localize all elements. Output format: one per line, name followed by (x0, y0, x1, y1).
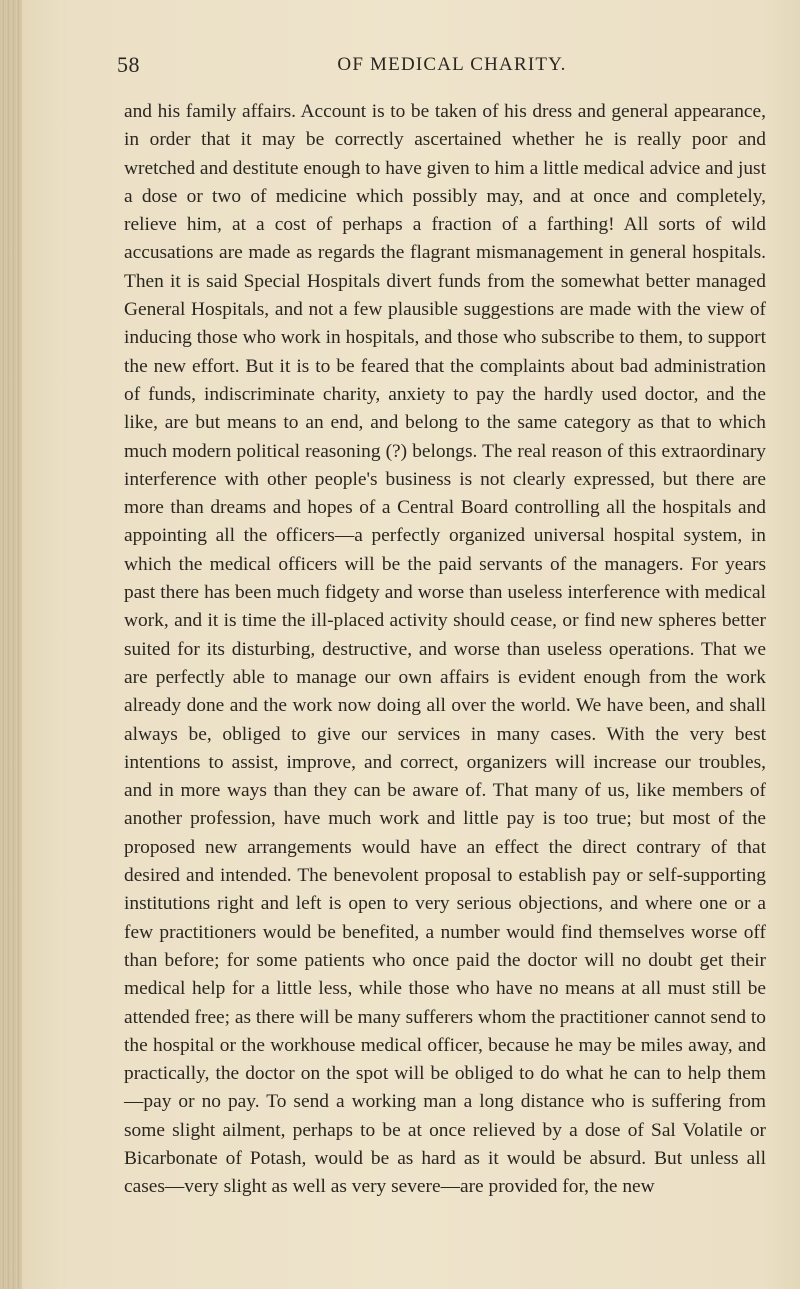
page-binding-edge (0, 0, 22, 1289)
page-number: 58 (117, 52, 140, 77)
body-paragraph: and his family affairs. Account is to be taken of his dress and general appearance, in order that it may be correctly ascertained whether he is really poor and wretched and destitute enough to have given to him a little medical advice and just a dose or two of medicine which possibly may, and at once and completely, relieve him, at a cost of perhaps a fraction of a farthing! All sorts of wild accusations are made as regards the flagrant mismanagement in general hospitals. Then it is said Special Hospitals divert funds from the somewhat better managed General Hospitals, and not a few plausible suggestions are made with the view of inducing those who work in hospitals, and those who subscribe to them, to support the new effort. But it is to be feared that the complaints about bad administration of funds, indiscriminate charity, anxiety to pay the hardly used doctor, and the like, are but means to an end, and belong to the same category as that to which much modern political reasoning (?) belongs. The real reason of this extraordinary interference with other people's business is not clearly expressed, but there are more than dreams and hopes of a Central Board controlling all the hospitals and appointing all the officers—a perfectly organized universal hospital system, in which the medical officers will be the paid servants of the managers. For years past there has been much fidgety and worse than useless interference with medical work, and it is time the ill-placed activity should cease, or find new spheres better suited for its disturbing, destructive, and worse than useless operations. That we are perfectly able to manage our own affairs is evident enough from the work already done and the work now doing all over the world. We have been, and shall always be, obliged to give our services in many cases. With the very best intentions to assist, improve, and correct, organizers will increase our troubles, and in more ways than they can be aware of. That many of us, like members of another profession, have much work and little pay is too true; but most of the proposed new arrangements would have an effect the direct contrary of that desired and intended. The benevolent proposal to establish pay or self-supporting institutions right and left is open to very serious objections, and where one or a few practitioners would be benefited, a number would find themselves worse off than before; for some patients who once paid the doctor will no doubt get their medical help for a little less, while those who have no means at all must still be attended free; as there will be many sufferers whom the practitioner cannot send to the hospital or the workhouse medical officer, because he may be miles away, and practically, the doctor on the spot will be obliged to do what he can to help them—pay or no pay. To send a working man a long distance who is suffering from some slight ailment, perhaps to be at once relieved by a dose of Sal Volatile or Bicarbonate of Potash, would be as hard as it would be absurd. But unless all cases—very slight as well as very severe—are provided for, the new (124, 101, 766, 1198)
page-header (117, 52, 767, 82)
running-title: OF MEDICAL CHARITY. (337, 54, 567, 75)
